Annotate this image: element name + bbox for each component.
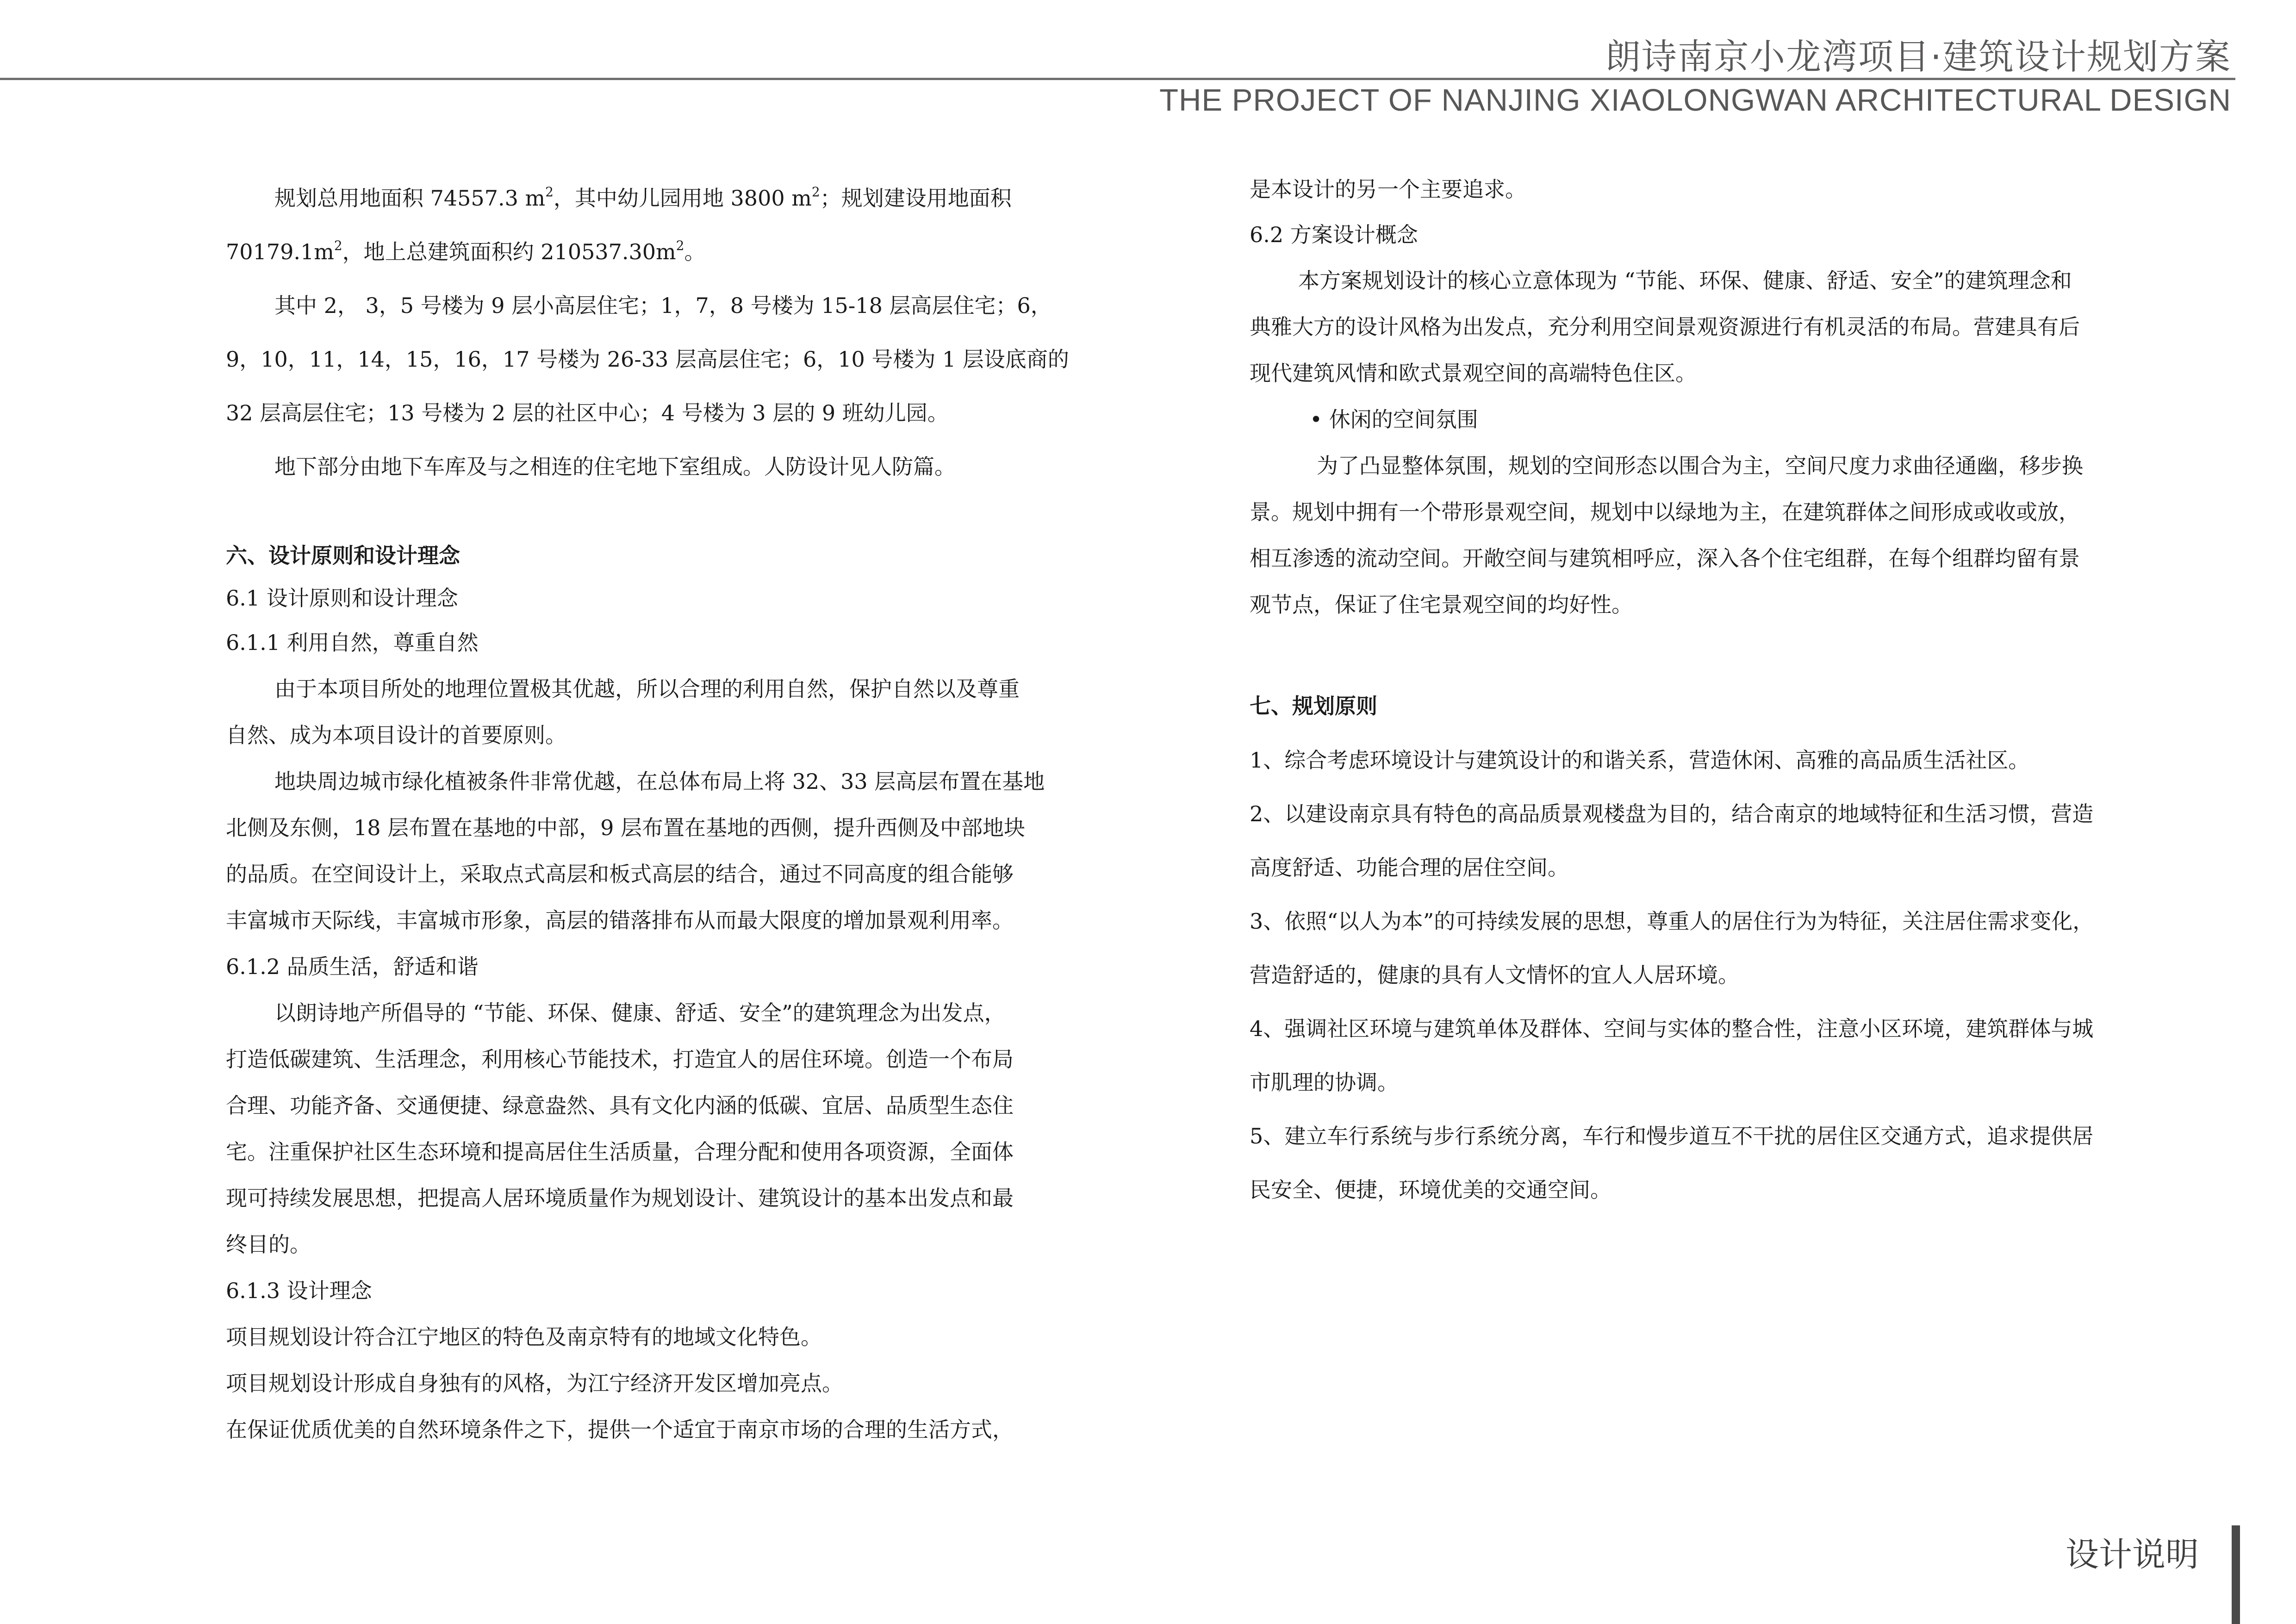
bullet-item: • 休闲的空间氛围 [1310,407,1478,432]
text-line: 是本设计的另一个主要追求。 [1250,177,1526,202]
text-line: 终目的。 [226,1232,311,1257]
text-line: 其中 2， 3，5 号楼为 9 层小高层住宅；1，7，8 号楼为 15-18 层高层住宅；6， [274,293,1052,318]
superscript: 2 [676,237,684,253]
text-line: 现可持续发展思想，把提高人居环境质量作为规划设计、建筑设计的基本出发点和最 [226,1186,1014,1211]
principle-item-1: 1、综合考虑环境设计与建筑设计的和谐关系，营造休闲、高雅的高品质生活社区。 [1250,748,2030,773]
text-line: 项目规划设计形成自身独有的风格，为江宁经济开发区增加亮点。 [226,1371,843,1396]
text-line: 32 层高层住宅；13 号楼为 2 层的社区中心；4 号楼为 3 层的 9 班幼儿园。 [226,400,949,425]
text-line: 典雅大方的设计风格为出发点，充分利用空间景观资源进行有机灵活的布局。营建具有后 [1250,314,2080,339]
spacer [1250,628,2180,679]
text-line: 以朗诗地产所倡导的 “节能、环保、健康、舒适、安全”的建筑理念为出发点， [274,1000,1006,1025]
subsection-heading-6-1-3: 6.1.3 设计理念 [226,1278,372,1303]
text-line: 营造舒适的，健康的具有人文情怀的宜人人居环境。 [1250,962,1739,987]
right-column [1250,167,2180,1217]
text-line: 打造低碳建筑、生活理念，利用核心节能技术，打造宜人的居住环境。创造一个布局 [226,1047,1014,1072]
text-line: 的品质。在空间设计上，采取点式高层和板式高层的结合，通过不同高度的组合能够 [226,862,1014,887]
paragraph-land-area [226,171,1128,225]
text: 。 [684,239,706,264]
text: ，地上总建筑面积约 210537.30m [342,239,676,264]
text-line: 高度舒适、功能合理的居住空间。 [1250,855,1569,880]
text: 规划总用地面积 74557.3 m [274,186,546,211]
footer-accent-bar [2232,1525,2240,1624]
text-line: 民安全、便捷，环境优美的交通空间。 [1250,1177,1612,1202]
text-line: 由于本项目所处的地理位置极其优越，所以合理的利用自然，保护自然以及尊重 [274,676,1020,701]
subsection-heading-6-1: 6.1 设计原则和设计理念 [226,586,458,611]
subsection-heading-6-1-1: 6.1.1 利用自然，尊重自然 [226,630,479,655]
text-line: 合理、功能齐备、交通便捷、绿意盎然、具有文化内涵的低碳、宜居、品质型生态住 [226,1093,1014,1118]
text: 70179.1m [226,239,334,264]
text: ；规划建设用地面积 [820,186,1012,211]
text-line: 在保证优质优美的自然环境条件之下，提供一个适宜于南京市场的合理的生活方式， [226,1417,1014,1442]
superscript: 2 [545,184,554,200]
text-line: 项目规划设计符合江宁地区的特色及南京特有的地域文化特色。 [226,1324,822,1349]
text-line: 9，10，11，14，15，16，17 号楼为 26-33 层高层住宅；6，10 号楼为 1 层设底商的 [226,347,1069,372]
text-line: 观节点，保证了住宅景观空间的均好性。 [1250,592,1633,617]
section-heading-6: 六、设计原则和设计理念 [226,543,460,568]
subsection-heading-6-1-2: 6.1.2 品质生活，舒适和谐 [226,954,479,979]
text-line: 相互渗透的流动空间。开敞空间与建筑相呼应，深入各个住宅组群，在每个组群均留有景 [1250,546,2080,571]
subsection-heading-6-2: 6.2 方案设计概念 [1250,222,1418,247]
text-line: 自然、成为本项目设计的首要原则。 [226,723,566,748]
text-line: 现代建筑风情和欧式景观空间的高端特色住区。 [1250,361,1697,386]
text-line: 本方案规划设计的核心立意体现为 “节能、环保、健康、舒适、安全”的建筑理念和 [1298,268,2072,293]
text: ，其中幼儿园用地 3800 m [553,186,812,211]
spacer [226,493,1128,534]
document-title: 朗诗南京小龙湾项目·建筑设计规划方案 [1605,36,2231,77]
text-line: 地块周边城市绿化植被条件非常优越，在总体布局上将 32、33 层高层布置在基地 [274,769,1045,794]
header-divider [0,78,2235,80]
paragraph-land-area-cont [226,225,1128,279]
text-line: 市肌理的协调。 [1250,1070,1399,1095]
text-line: 景。规划中拥有一个带形景观空间，规划中以绿地为主，在建筑群体之间形成或收或放， [1250,500,2080,525]
section-heading-7: 七、规划原则 [1250,693,1377,718]
principle-item-5: 5、建立车行系统与步行系统分离，车行和慢步道互不干扰的居住区交通方式，追求提供居 [1250,1124,2094,1149]
text-line: 地下部分由地下车库及与之相连的住宅地下室组成。人防设计见人防篇。 [274,454,956,479]
text-line: 宅。注重保护社区生态环境和提高居住生活质量，合理分配和使用各项资源，全面体 [226,1139,1014,1164]
document-subtitle: THE PROJECT OF NANJING XIAOLONGWAN ARCHITECTURAL DESIGN [1159,83,2231,118]
principle-item-3: 3、依照“以人为本”的可持续发展的思想，尊重人的居住行为为特征，关注居住需求变化， [1250,909,2094,934]
text-line: 丰富城市天际线，丰富城市形象，高层的错落排布从而最大限度的增加景观利用率。 [226,908,1014,933]
text-line: 为了凸显整体氛围，规划的空间形态以围合为主，空间尺度力求曲径通幽，移步换 [1317,453,2083,478]
principle-item-4: 4、强调社区环境与建筑单体及群体、空间与实体的整合性，注意小区环境，建筑群体与城 [1250,1016,2094,1041]
superscript: 2 [334,237,342,253]
superscript: 2 [811,184,820,200]
section-label: 设计说明 [2065,1535,2199,1574]
principle-item-2: 2、以建设南京具有特色的高品质景观楼盘为目的，结合南京的地域特征和生活习惯，营造 [1250,801,2094,826]
left-column [226,171,1128,1453]
text-line: 北侧及东侧，18 层布置在基地的中部，9 层布置在基地的西侧，提升西侧及中部地块 [226,815,1026,840]
